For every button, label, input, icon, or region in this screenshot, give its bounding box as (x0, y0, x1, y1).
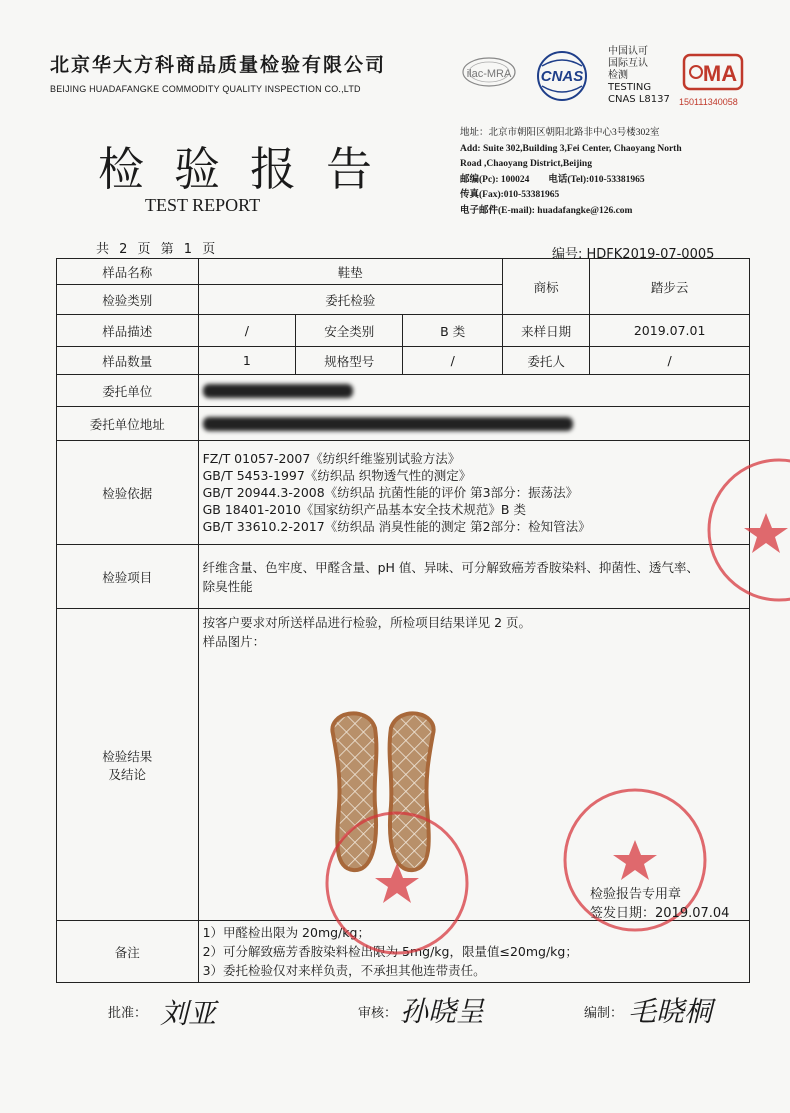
model: / (403, 347, 502, 375)
client-label: 委托人 (502, 347, 589, 375)
items-line: 纤维含量、色牢度、甲醛含量、pH 值、异味、可分解致癌芳香胺染料、抑菌性、透气率、 (202, 559, 699, 575)
cnas-line: 中国认可 (608, 46, 648, 57)
safety-class: B 类 (403, 315, 502, 347)
unit-address-redacted (198, 407, 749, 441)
ma-label: MA (702, 61, 738, 86)
result-text: 按客户要求对所送样品进行检验，所检项目结果详见 2 页。 (202, 615, 532, 630)
client: / (590, 347, 750, 375)
edge-seal-stamp (704, 455, 790, 605)
basis-item: GB/T 33610.2-2017《纺织品 消臭性能的测定 第2部分：检知管法》 (202, 519, 591, 534)
basis-item: GB/T 5453-1997《纺织品 织物透气性的测定》 (202, 468, 472, 483)
cnas-line: 检测 (608, 70, 628, 81)
company-name-en: BEIJING HUADAFANGKE COMMODITY QUALITY INSPECTION CO.,LTD (50, 84, 361, 94)
basis-item: FZ/T 01057-2007《纺织纤维鉴别试验方法》 (202, 451, 461, 466)
cnas-accreditation-text (608, 46, 670, 106)
items-text (198, 545, 749, 609)
remark-item: 3）委托检验仅对来样负责，不承担其他连带责任。 (202, 963, 486, 978)
cnas-label: CNAS (540, 68, 584, 85)
arrival-date: 2019.07.01 (590, 315, 750, 347)
fax: 传真(Fax):010-53381965 (460, 190, 560, 200)
items-label: 检验项目 (57, 545, 199, 609)
page-count: 共 2 页 第 1 页 (96, 242, 219, 257)
inspection-seal-stamp (322, 808, 472, 958)
result-label-line: 检验结果 (102, 748, 153, 764)
remark-item: 1）甲醛检出限为 20mg/kg； (202, 925, 370, 940)
cnas-logo (528, 48, 596, 104)
cnas-line: 国际互认 (608, 58, 648, 69)
cma-number: 150111340058 (679, 97, 738, 107)
issue-date: 签发日期：2019.07.04 (590, 906, 730, 921)
review-label: 审核： (358, 1006, 398, 1021)
sample-name: 鞋垫 (198, 259, 502, 285)
basis-list (198, 441, 749, 545)
qty: 1 (198, 347, 295, 375)
ilac-mra-logo (458, 48, 520, 104)
compile-signature: 毛晓桐 (628, 995, 713, 1028)
review-signature: 孙晓呈 (400, 995, 485, 1028)
seal-label: 检验报告专用章 (590, 887, 682, 902)
unit-redacted (198, 375, 749, 407)
address-line-en-1: Add: Suite 302,Building 3,Fei Center, Chaoyang North (460, 143, 682, 154)
seal-note (590, 885, 729, 923)
compile-label: 编制： (584, 1006, 624, 1021)
desc-label: 样品描述 (57, 315, 199, 347)
sample-name-label: 样品名称 (57, 259, 199, 285)
arrival-label: 来样日期 (502, 315, 589, 347)
company-name-cn: 北京华大方科商品质量检验有限公司 (50, 54, 387, 76)
address-line-cn: 地址：北京市朝阳区朝阳北路非中心3号楼302室 (460, 128, 660, 138)
qty-label: 样品数量 (57, 347, 199, 375)
redaction-mark (203, 417, 573, 431)
brand-label: 商标 (502, 259, 589, 315)
report-title-cn: 检验报告 (98, 142, 402, 196)
result-label (57, 609, 199, 921)
postcode: 邮编(Pc): 100024 (460, 174, 530, 185)
safety-label: 安全类别 (296, 315, 403, 347)
basis-label: 检验依据 (57, 441, 199, 545)
approve-signature: 刘亚 (160, 997, 217, 1030)
result-label-line: 及结论 (108, 766, 147, 782)
email: 电子邮件(E-mail): huadafangke@126.com (460, 205, 633, 216)
remarks-label: 备注 (57, 921, 199, 983)
brand: 踏步云 (590, 259, 750, 315)
redaction-mark (203, 384, 353, 398)
report-number: 编号: HDFK2019-07-0005 (552, 247, 715, 262)
report-title-en: TEST REPORT (145, 195, 261, 215)
basis-item: GB/T 20944.3-2008《纺织品 抗菌性能的评价 第3部分：振荡法》 (202, 485, 579, 500)
unit-label: 委托单位 (57, 375, 199, 407)
cnas-line: TESTING (608, 82, 652, 93)
telephone: 电话(Tel):010-53381965 (548, 174, 645, 185)
model-label: 规格型号 (296, 347, 403, 375)
address-line-en-2: Road ,Chaoyang District,Beijing (460, 159, 592, 169)
cma-logo (682, 52, 744, 92)
category-label: 检验类别 (57, 285, 199, 315)
cnas-line: CNAS L8137 (608, 94, 670, 105)
category: 委托检验 (198, 285, 502, 315)
unit-address-label: 委托单位地址 (57, 407, 199, 441)
address-block (460, 126, 750, 219)
items-line: 除臭性能 (202, 578, 253, 594)
desc: / (198, 315, 295, 347)
photo-label: 样品图片： (202, 634, 266, 649)
ilac-label: ilac-MRA (466, 68, 512, 80)
basis-item: GB 18401-2010《国家纺织产品基本安全技术规范》B 类 (202, 502, 526, 517)
remark-item: 2）可分解致癌芳香胺染料检出限为 5mg/kg，限量值≤20mg/kg； (202, 944, 578, 959)
approve-label: 批准： (108, 1006, 148, 1021)
